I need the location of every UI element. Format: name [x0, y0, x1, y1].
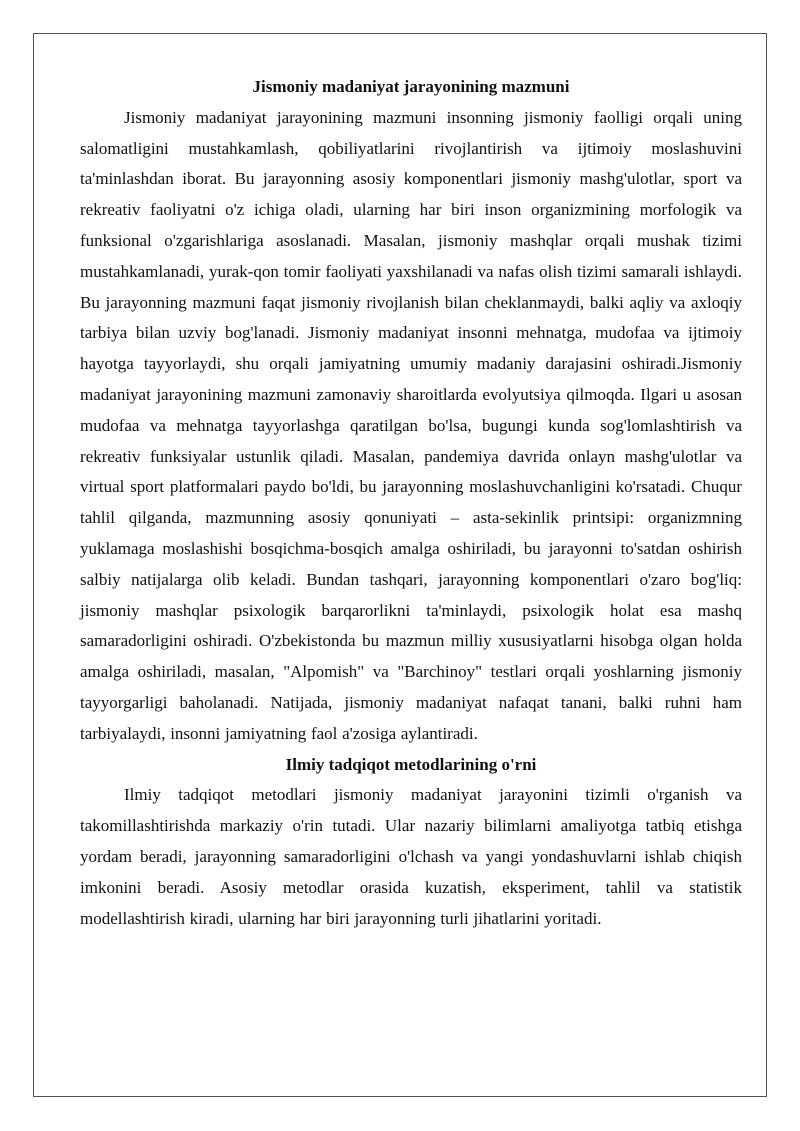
section-paragraph: Jismoniy madaniyat jarayonining mazmuni insonning jismoniy faolligi orqali uning salomatligini mustahkamlash, qobiliyatlarini rivojlantirish va ijtimoiy moslashuvini ta'minlashdan iborat. Bu jarayonning asosiy komponentlari jismoniy mashg'ulotlar, sport va rekreativ faoliyatni o'z ichiga oladi, ularning har biri inson organizmining morfologik va funksional o'zgarishlariga asoslanadi. Masalan, jismoniy mashqlar orqali mushak tizimi mustahkamlanadi, yurak-qon tomir faoliyati yaxshilanadi va nafas olish tizimi samarali ishlaydi. Bu jarayonning mazmuni faqat jismoniy rivojlanish bilan cheklanmaydi, balki aqliy va axloqiy tarbiya bilan uzviy bog'lanadi. Jismoniy madaniyat insonni mehnatga, mudofaa va ijtimoiy hayotga tayyorlaydi, shu orqali jamiyatning umumiy madaniy darajasini oshiradi.Jismoniy madaniyat jarayonining mazmuni zamonaviy sharoitlarda evolyutsiya qilmoqda. Ilgari u asosan mudofaa va mehnatga tayyorlashga qaratilgan bo'lsa, bugungi kunda sog'lomlashtirish va rekreativ funksiyalar ustunlik qiladi. Masalan, pandemiya davrida onlayn mashg'ulotlar va virtual sport platformalari paydo bo'ldi, bu jarayonning moslashuvchanligini ko'rsatadi. Chuqur tahlil qilganda, mazmunning asosiy qonuniyati – asta-sekinlik printsipi: organizmning yuklamaga moslashishi bosqichma-bosqich amalga oshiriladi, bu jarayonni to'satdan oshirish salbiy natijalarga olib keladi. Bundan tashqari, jarayonning komponentlari o'zaro bog'liq: jismoniy mashqlar psixologik barqarorlikni ta'minlaydi, psixologik holat esa mashq samaradorligini oshiradi. O'zbekistonda bu mazmun milliy xususiyatlarni hisobga olgan holda amalga oshiriladi, masalan, "Alpomish" va "Barchinoy" testlari orqali yoshlarning jismoniy tayyorgarligi baholanadi. Natijada, jismoniy madaniyat nafaqat tanani, balki ruhni ham tarbiyalaydi, insonni jamiyatning faol a'zosiga aylantiradi. — [80, 107, 742, 743]
section-heading: Ilmiy tadqiqot metodlarining o'rni — [285, 754, 537, 774]
section-heading: Jismoniy madaniyat jarayonining mazmuni — [252, 77, 570, 96]
section-paragraph: Ilmiy tadqiqot metodlari jismoniy madaniyat jarayonini tizimli o'rganish va takomillashtirishda markaziy o'rin tutadi. Ular nazariy bilimlarni amaliyotga tatbiq etishga yordam beradi, jarayonning samaradorligini o'lchash va yangi yondashuvlarni ishlab chiqish imkonini beradi. Asosiy metodlar orasida kuzatish, eksperiment, tahlil va statistik modellashtirish kiradi, ularning har biri jarayonning turli jihatlarini yoritadi. — [80, 785, 742, 928]
document-body — [80, 72, 742, 934]
